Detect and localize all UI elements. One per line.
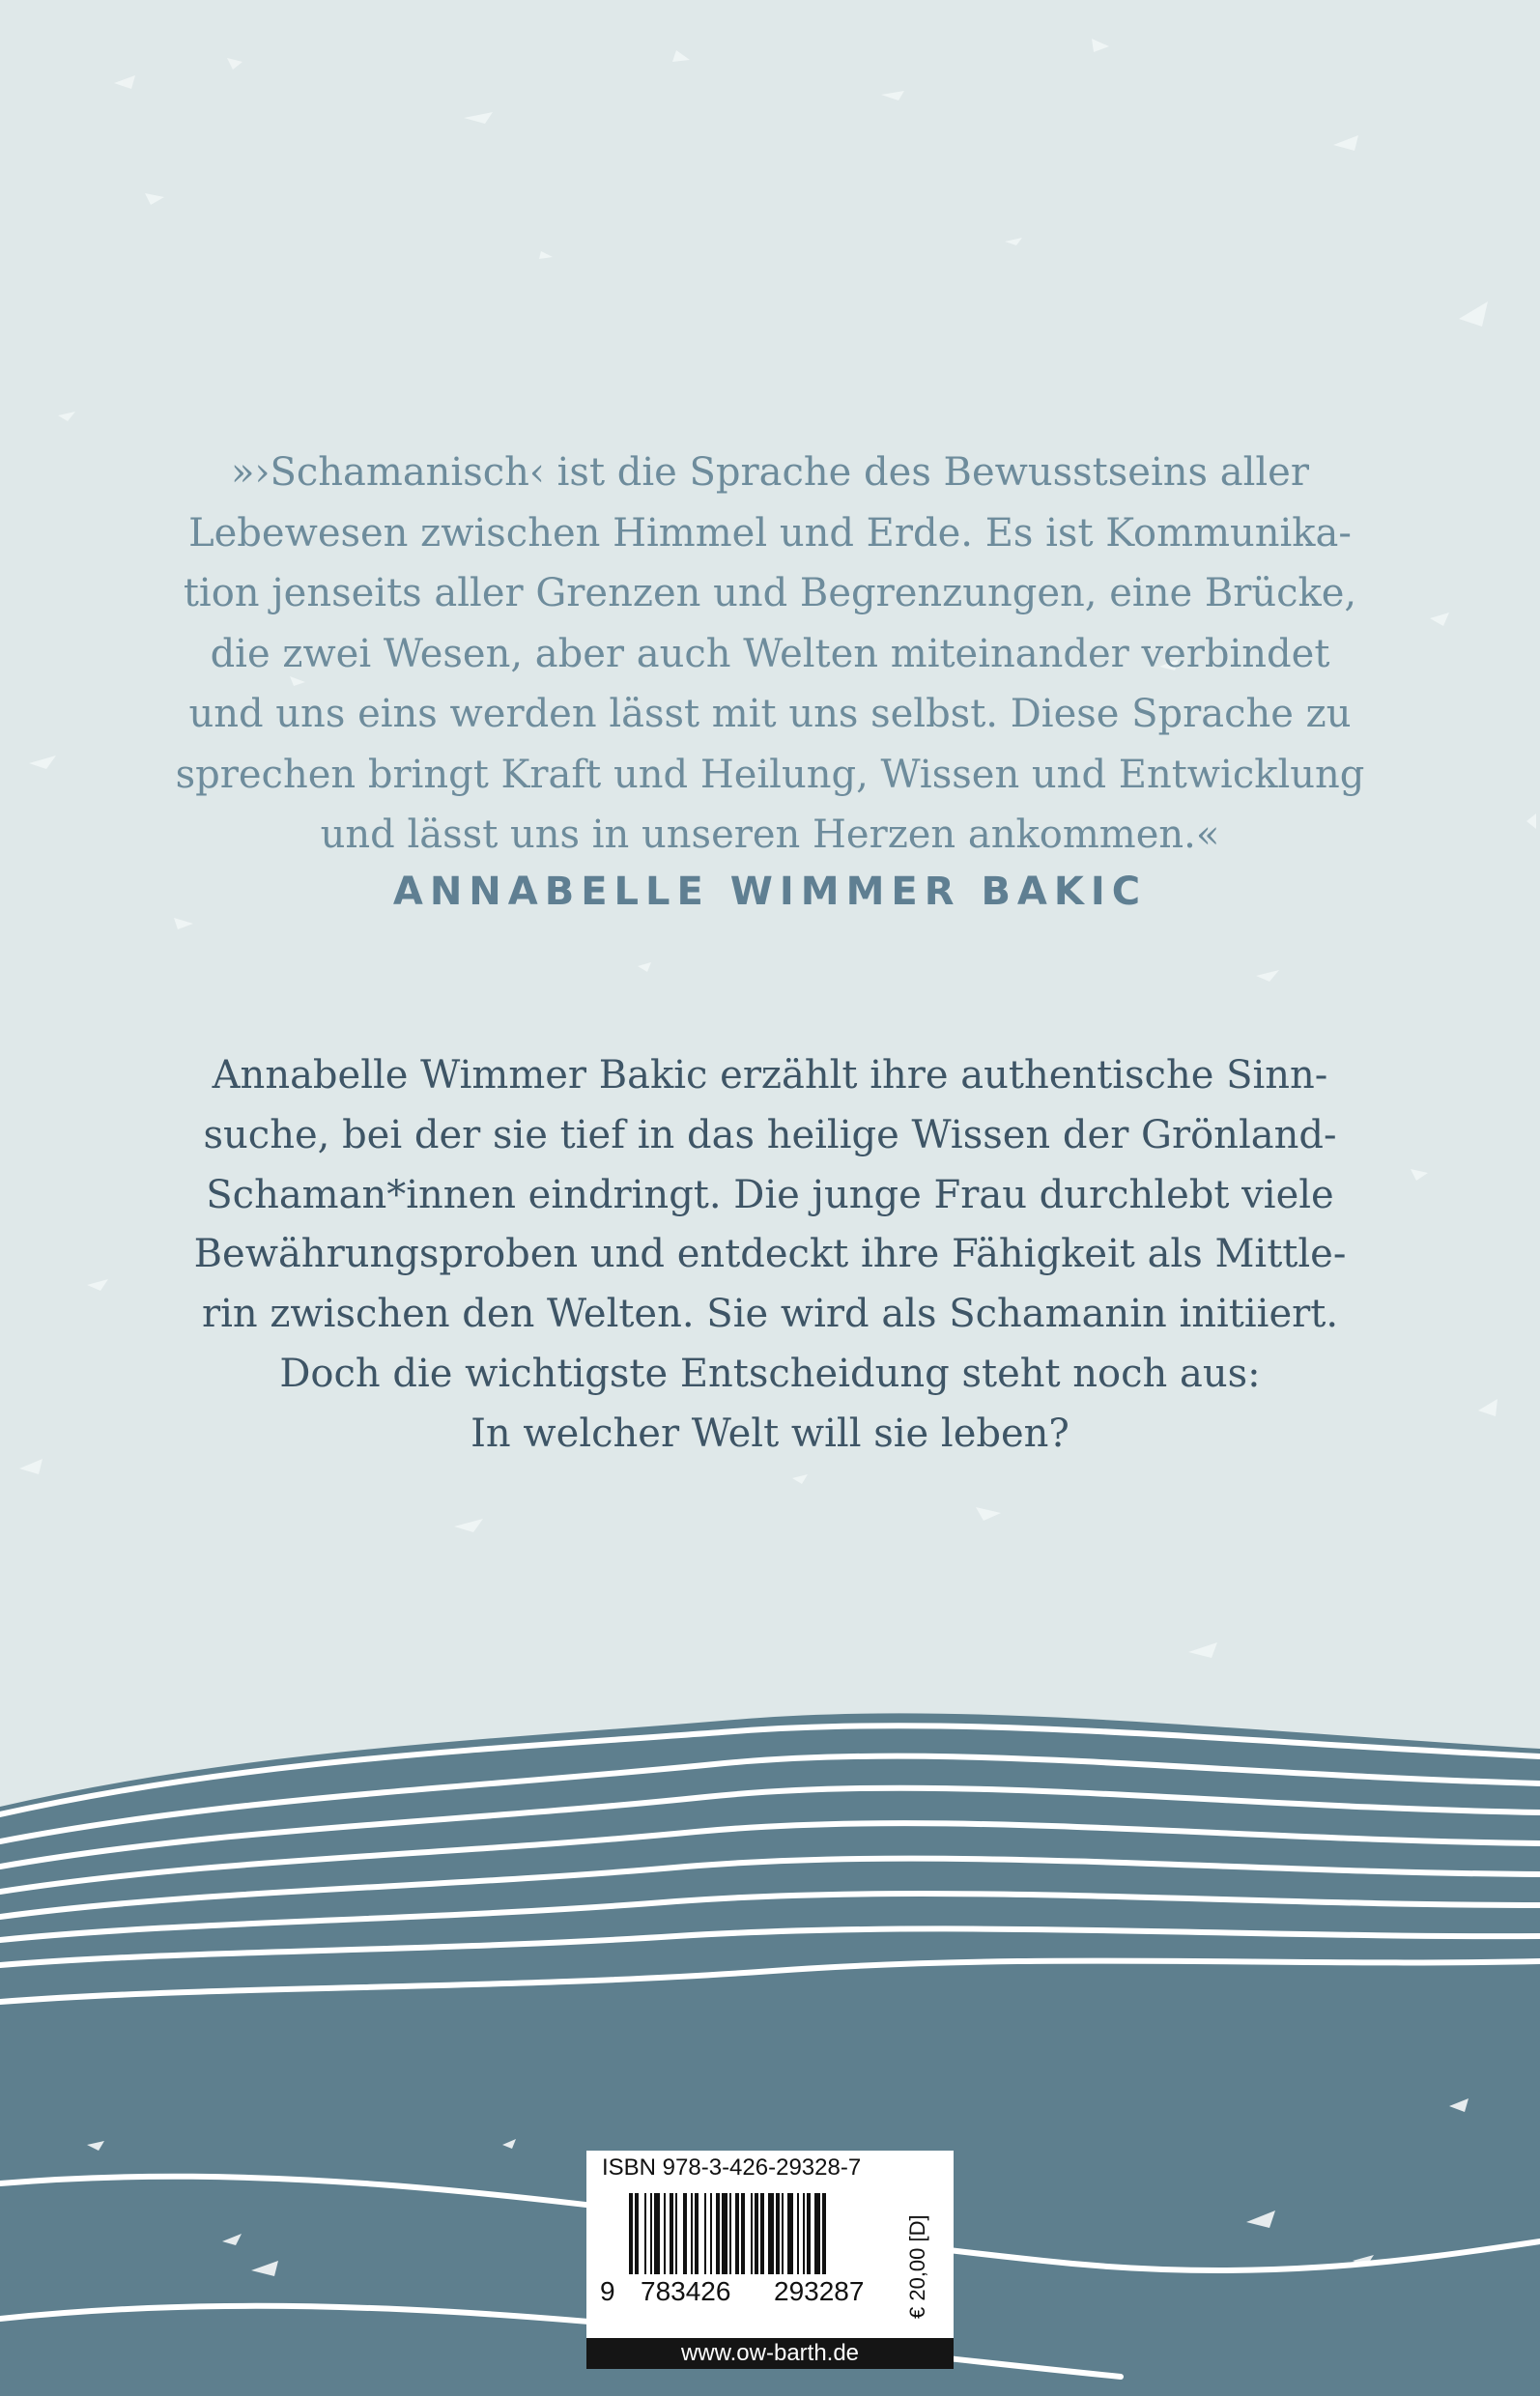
barcode-bar <box>814 2193 820 2274</box>
barcode-bar <box>751 2193 753 2274</box>
blurb-line: suche, bei der sie tief in das heilige Wissen der Grönland- <box>203 1112 1337 1157</box>
barcode-bar <box>695 2193 699 2274</box>
barcode-bar <box>755 2193 758 2274</box>
barcode-bar <box>735 2193 739 2274</box>
barcode-bar <box>768 2193 774 2274</box>
blurb-line: Doch die wichtigste Entscheidung steht noch aus: <box>279 1351 1261 1396</box>
quote-line: »›Schamanisch‹ ist die Sprache des Bewusstseins aller <box>231 450 1309 495</box>
quote-line: Lebewesen zwischen Himmel und Erde. Es ist Kommunika- <box>188 510 1352 556</box>
blurb-line: Bewährungsproben und entdeckt ihre Fähigkeit als Mittle- <box>193 1232 1347 1277</box>
barcode-bar <box>664 2193 666 2274</box>
barcode-bar <box>729 2193 731 2274</box>
barcode-bar <box>822 2193 826 2274</box>
barcode-bar <box>710 2193 712 2274</box>
barcode-bar <box>807 2193 811 2274</box>
blurb-text <box>145 1046 1395 1465</box>
barcode-digit-first: 9 <box>600 2276 615 2306</box>
blurb-line: In welcher Welt will sie leben? <box>471 1411 1069 1456</box>
blurb-line: Annabelle Wimmer Bakic erzählt ihre authentische Sinn- <box>212 1053 1328 1098</box>
quote-text <box>145 442 1395 866</box>
barcode-bar <box>691 2193 693 2274</box>
isbn-number: ISBN 978-3-426-29328-7 <box>602 2154 862 2181</box>
barcode-bar <box>776 2193 780 2274</box>
barcode-bar <box>782 2193 784 2274</box>
price-label: € 20,00 [D] <box>905 2214 929 2319</box>
quote-line: und lässt uns in unseren Herzen ankommen.« <box>320 813 1220 857</box>
barcode-bar <box>741 2193 745 2274</box>
barcode-bar <box>635 2193 639 2274</box>
barcode-bar <box>722 2193 727 2274</box>
quote-author: ANNABELLE WIMMER BAKIC <box>392 870 1148 914</box>
barcode-bar <box>704 2193 706 2274</box>
barcode-bar <box>803 2193 805 2274</box>
barcode-bar <box>650 2193 652 2274</box>
barcode-bar <box>797 2193 799 2274</box>
quote-line: sprechen bringt Kraft und Heilung, Wissen und Entwicklung <box>175 752 1365 797</box>
blurb-line: Schaman*innen eindringt. Die junge Frau durchlebt viele <box>206 1172 1334 1217</box>
website-url: www.ow-barth.de <box>586 2338 954 2369</box>
quote-line: und uns eins werden lässt mit uns selbst. Diese Sprache zu <box>188 692 1352 736</box>
barcode-bar <box>629 2193 633 2274</box>
barcode-label <box>586 2151 954 2338</box>
barcode-bar <box>670 2193 673 2274</box>
barcode-bar <box>716 2193 720 2274</box>
quote-line: tion jenseits aller Grenzen und Begrenzungen, eine Brücke, <box>183 571 1357 615</box>
barcode-bar <box>644 2193 646 2274</box>
blurb-line: rin zwischen den Welten. Sie wird als Schamanin initiiert. <box>201 1292 1339 1337</box>
barcode-digits-left: 783426 <box>641 2276 731 2306</box>
barcode-bar <box>760 2193 764 2274</box>
barcode-bars <box>629 2193 909 2274</box>
barcode-bar <box>683 2193 687 2274</box>
barcode-bar <box>787 2193 793 2274</box>
barcode-bar <box>675 2193 677 2274</box>
barcode-bar <box>654 2193 660 2274</box>
barcode-digits-right: 293287 <box>774 2276 865 2306</box>
quote-line: die zwei Wesen, aber auch Welten miteinander verbindet <box>210 631 1330 676</box>
